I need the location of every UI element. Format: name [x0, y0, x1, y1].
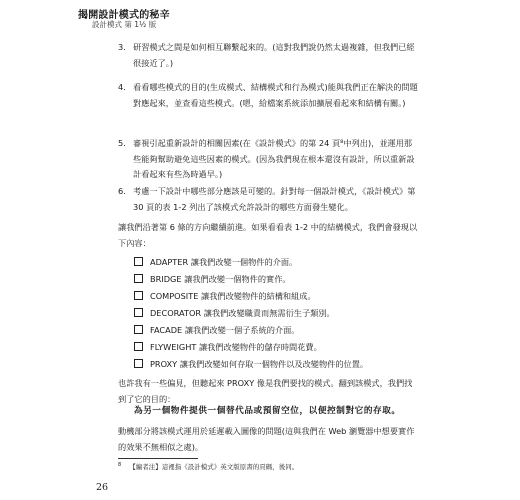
pattern-name: PROXY — [150, 359, 178, 369]
intent-quote: 為另一個物件提供一個替代品或預留空位，以便控制對它的存取。 — [134, 406, 401, 416]
bullet-item — [134, 290, 316, 303]
item-text: 看看哪些模式的目的(生成模式、結構模式和行為模式)能與我們正在解決的問題對應起來，並查看這些模式。(嗯，給檔案系統添加擴展看起來和結構有關。) — [133, 82, 418, 108]
running-header-title: 揭開設計模式的秘辛 — [78, 10, 170, 21]
proxy-paragraph: 也許我有一些偏見，但聽起來 PROXY 像是我們要找的模式。翻到該模式，我們找到了它的目的： — [118, 378, 413, 404]
bullet-text: 讓我們改變如何存取一個物件以及改變物件的位置。 — [179, 359, 369, 369]
item-number: 3. — [118, 42, 126, 52]
footnote-rule — [118, 458, 198, 459]
bullet-item — [134, 273, 291, 286]
intro-paragraph: 讓我們沿著第 6 條的方向繼續前進。如果看看表 1-2 中的結構模式，我們會發現以下內容： — [118, 222, 418, 248]
checkbox-icon — [134, 342, 143, 351]
bullet-text: 讓我們改變物件的儲存時間花費。 — [198, 342, 322, 352]
item-number: 4. — [118, 82, 126, 92]
pattern-name: FACADE — [150, 325, 183, 335]
pattern-name: COMPOSITE — [150, 291, 199, 301]
pattern-name: ADAPTER — [150, 257, 189, 267]
bullet-item — [134, 307, 335, 320]
bullet-text: 讓我們改變物件的結構和組成。 — [201, 291, 316, 301]
bullet-item — [134, 256, 297, 269]
footnote — [118, 462, 298, 471]
bullet-text: 讓我們改變一個物件的介面。 — [190, 257, 298, 267]
checkbox-icon — [134, 274, 143, 283]
footnote-mark: 8 — [118, 462, 122, 468]
bullet-text: 讓我們改變一個物件的實作。 — [184, 274, 291, 284]
pattern-name: DECORATOR — [150, 308, 202, 318]
page-number: 26 — [96, 482, 109, 493]
checkbox-icon — [134, 308, 143, 317]
item-number: 5. — [118, 138, 126, 148]
pattern-name: BRIDGE — [150, 274, 182, 284]
bullet-item — [134, 341, 322, 354]
bullet-item — [134, 358, 368, 371]
item-number: 6. — [118, 186, 126, 196]
item-text: 審視引起重新設計的相關因素(在《設計模式》的第 24 頁⁸中列出)，並運用那些能夠幫助避免這些因素的模式。(因為我們現在根本還沒有設計，所以重新設計看起來有些為時過早。) — [133, 138, 415, 179]
pattern-name: FLYWEIGHT — [150, 342, 197, 352]
checkbox-icon — [134, 325, 143, 334]
checkbox-icon — [134, 359, 143, 368]
checkbox-icon — [134, 257, 143, 266]
bullet-text: 讓我們改變一個子系統的介面。 — [184, 325, 300, 335]
running-header-subtitle: 設計模式 第 1½ 版 — [92, 20, 157, 29]
footnote-text: 【編者注】這裡指《設計模式》英文版原書的頁碼，後同。 — [129, 463, 299, 472]
checkbox-icon — [134, 291, 143, 300]
motivation-paragraph: 動機部分將該模式運用於延遲載入圖像的問題(這與我們在 Web 瀏覽器中想要實作的效果不無相似之處)。 — [118, 426, 415, 452]
bullet-text: 讓我們改變職責而無需衍生子類別。 — [203, 308, 335, 318]
item-text: 研習模式之間是如何相互聯繫起來的。(這對我們說仍然太過複雜，但我們已經很接近了。) — [133, 42, 415, 68]
item-text: 考慮一下設計中哪些部分應該是可變的。針對每一個設計模式，《設計模式》第 30 頁的表 1-2 列出了該模式允許設計的哪些方面發生變化。 — [133, 186, 416, 212]
bullet-item — [134, 324, 299, 337]
